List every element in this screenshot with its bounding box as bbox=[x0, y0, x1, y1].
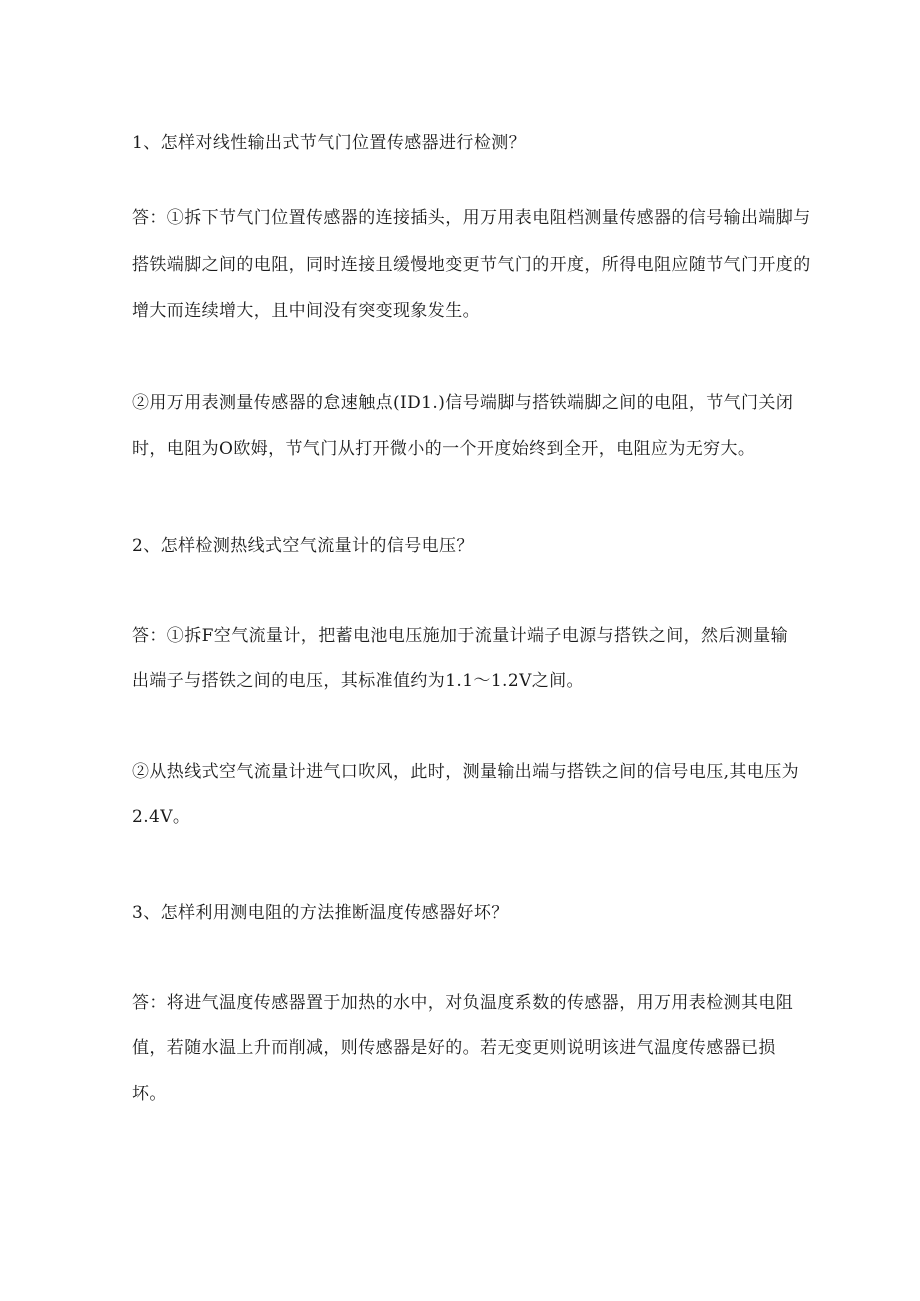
answer-2-line-2: 出端子与搭铁之间的电压，其标准值约为1.1～1.2V之间。 bbox=[132, 671, 584, 691]
answer-1-part2-line-2: 时，电阻为O欧姆，节气门从打开微小的一个开度始终到全开，电阻应为无穷大。 bbox=[132, 439, 756, 459]
answer-1-line-1: 答：①拆下节气门位置传感器的连接插头，用万用表电阻档测量传感器的信号输出端脚与 bbox=[132, 208, 811, 228]
answer-1-line-2: 搭铁端脚之间的电阻，同时连接且缓慢地变更节气门的开度，所得电阻应随节气门开度的 bbox=[132, 255, 811, 275]
answer-3-line-1: 答：将进气温度传感器置于加热的水中，对负温度系数的传感器，用万用表检测其电阻 bbox=[132, 993, 794, 1013]
question-1: 1、怎样对线性输出式节气门位置传感器进行检测？ bbox=[132, 133, 527, 153]
answer-1-part2-line-1: ②用万用表测量传感器的怠速触点(ID1.)信号端脚与搭铁端脚之间的电阻，节气门关闭 bbox=[132, 393, 794, 413]
answer-2-line-1: 答：①拆F空气流量计，把蓄电池电压施加于流量计端子电源与搭铁之间，然后测量输 bbox=[132, 626, 788, 646]
answer-2-part2-line-2: 2.4V。 bbox=[132, 807, 191, 827]
question-2: 2、怎样检测热线式空气流量计的信号电压？ bbox=[132, 536, 474, 556]
answer-1-line-3: 增大而连续增大，且中间没有突变现象发生。 bbox=[132, 301, 480, 321]
answer-2-part2-line-1: ②从热线式空气流量计进气口吹风，此时，测量输出端与搭铁之间的信号电压,其电压为 bbox=[132, 762, 800, 782]
answer-3-line-2: 值，若随水温上升而削减，则传感器是好的。若无变更则说明该进气温度传感器已损 bbox=[132, 1038, 776, 1058]
answer-3-line-3: 坏。 bbox=[132, 1084, 167, 1104]
question-3: 3、怎样利用测电阻的方法推断温度传感器好坏？ bbox=[132, 903, 509, 923]
